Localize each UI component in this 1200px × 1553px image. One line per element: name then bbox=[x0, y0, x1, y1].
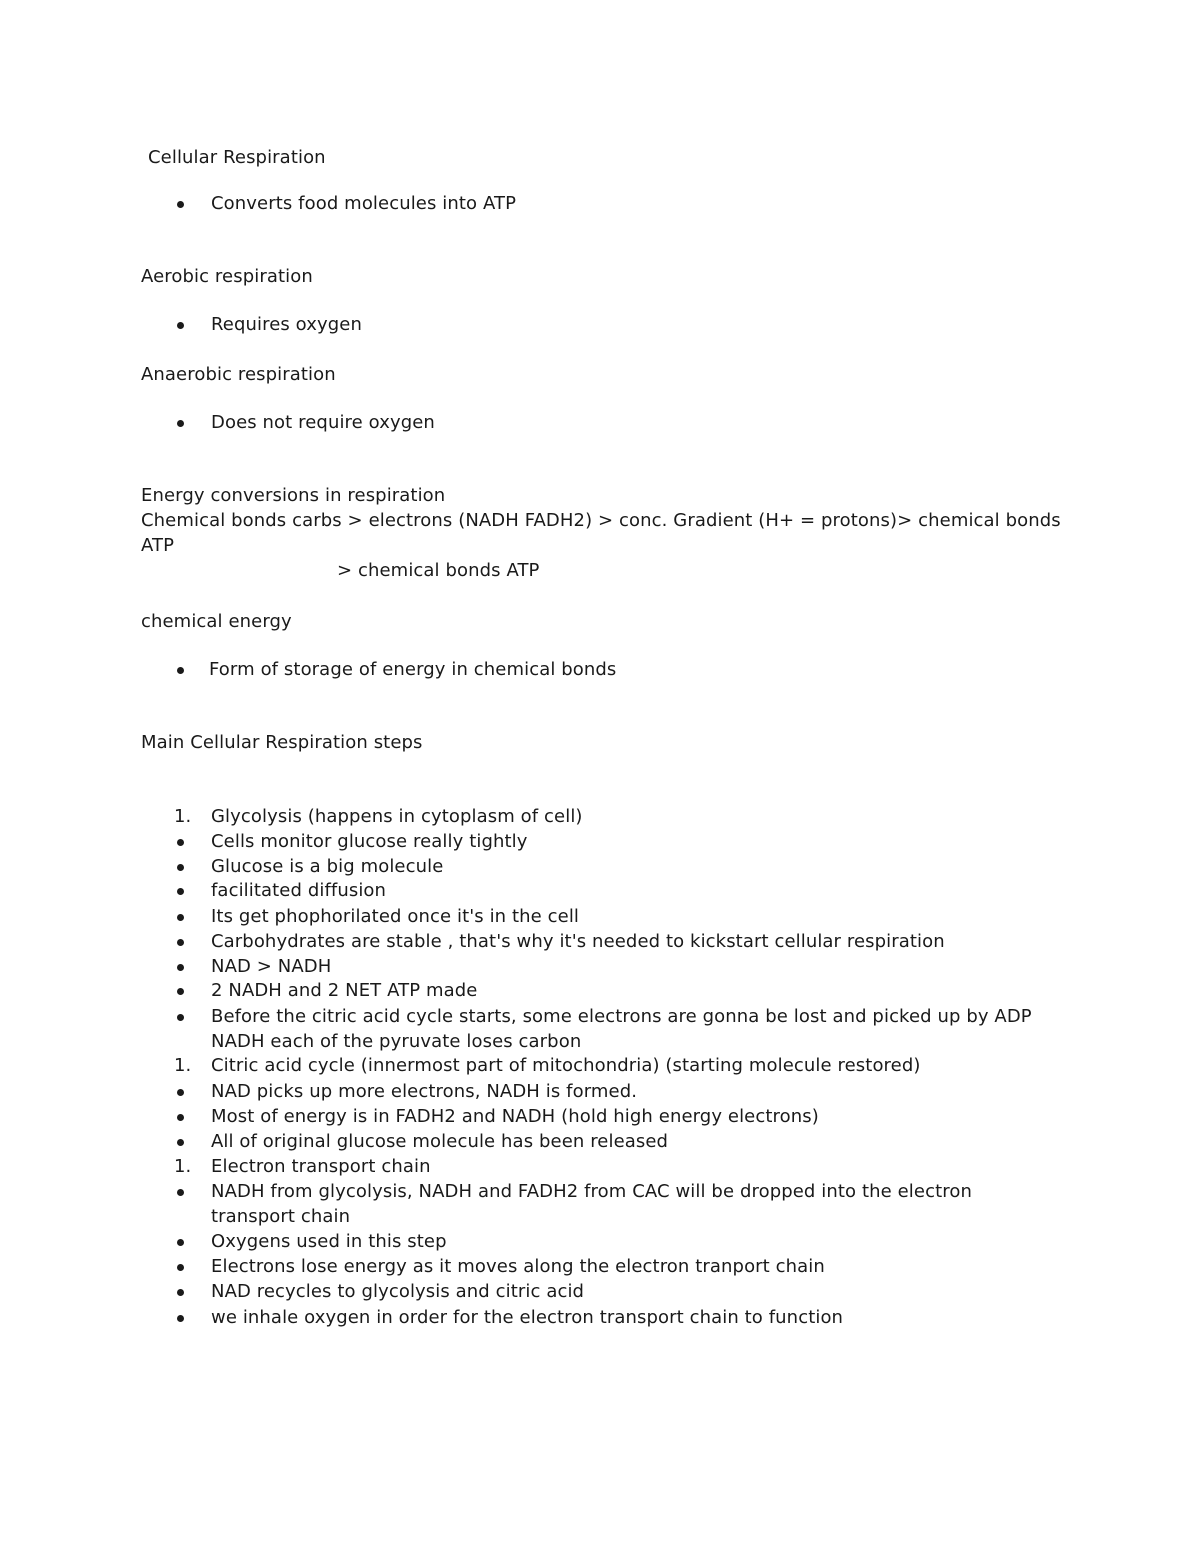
section-heading-energy: Energy conversions in respiration bbox=[141, 485, 446, 506]
bullet-dot bbox=[177, 964, 184, 971]
list-item: Does not require oxygen bbox=[211, 412, 435, 433]
page-title: Cellular Respiration bbox=[148, 147, 326, 168]
list-item: we inhale oxygen in order for the electron transport chain to function bbox=[211, 1307, 844, 1328]
list-item: NADH from glycolysis, NADH and FADH2 from CAC will be dropped into the electron bbox=[211, 1181, 972, 1202]
paragraph-line: ATP bbox=[141, 535, 175, 556]
bullet-dot bbox=[177, 1239, 184, 1246]
list-item: 2 NADH and 2 NET ATP made bbox=[211, 980, 478, 1001]
list-number: 1. bbox=[174, 1156, 192, 1177]
list-item: Form of storage of energy in chemical bonds bbox=[209, 659, 617, 680]
list-item: Most of energy is in FADH2 and NADH (hold high energy electrons) bbox=[211, 1106, 819, 1127]
list-item: All of original glucose molecule has been released bbox=[211, 1131, 669, 1152]
bullet-dot bbox=[177, 1139, 184, 1146]
bullet-dot bbox=[177, 1264, 184, 1271]
list-item: NAD > NADH bbox=[211, 956, 332, 977]
bullet-dot bbox=[177, 914, 184, 921]
step-label-glycolysis: Glycolysis (happens in cytoplasm of cell) bbox=[211, 806, 583, 827]
bullet-dot bbox=[177, 939, 184, 946]
bullet-dot bbox=[177, 864, 184, 871]
paragraph-line: Chemical bonds carbs > electrons (NADH FADH2) > conc. Gradient (H+ = protons)> chemical bonds bbox=[141, 510, 1061, 531]
paragraph-line: > chemical bonds ATP bbox=[337, 560, 540, 581]
bullet-dot bbox=[177, 988, 184, 995]
bullet-dot bbox=[177, 1014, 184, 1021]
bullet-dot bbox=[177, 839, 184, 846]
list-item: Electrons lose energy as it moves along the electron tranport chain bbox=[211, 1256, 825, 1277]
list-item: NAD recycles to glycolysis and citric acid bbox=[211, 1281, 585, 1302]
list-number: 1. bbox=[174, 1055, 192, 1076]
step-label-electron-transport-chain: Electron transport chain bbox=[211, 1156, 431, 1177]
bullet-dot bbox=[177, 667, 184, 674]
list-item: Converts food molecules into ATP bbox=[211, 193, 517, 214]
bullet-dot bbox=[177, 1189, 184, 1196]
list-item-continuation: NADH each of the pyruvate loses carbon bbox=[211, 1031, 582, 1052]
bullet-dot bbox=[177, 322, 184, 329]
section-heading-aerobic: Aerobic respiration bbox=[141, 266, 313, 287]
section-heading-steps: Main Cellular Respiration steps bbox=[141, 732, 423, 753]
list-item: Cells monitor glucose really tightly bbox=[211, 831, 528, 852]
list-item-continuation: transport chain bbox=[211, 1206, 351, 1227]
list-item: Glucose is a big molecule bbox=[211, 856, 444, 877]
bullet-dot bbox=[177, 420, 184, 427]
section-heading-chemical-energy: chemical energy bbox=[141, 611, 292, 632]
list-number: 1. bbox=[174, 806, 192, 827]
bullet-dot bbox=[177, 1114, 184, 1121]
list-item: Oxygens used in this step bbox=[211, 1231, 447, 1252]
bullet-dot bbox=[177, 201, 184, 208]
bullet-dot bbox=[177, 1089, 184, 1096]
bullet-dot bbox=[177, 888, 184, 895]
step-label-citric-acid-cycle: Citric acid cycle (innermost part of mitochondria) (starting molecule restored) bbox=[211, 1055, 921, 1076]
bullet-dot bbox=[177, 1289, 184, 1296]
list-item: Requires oxygen bbox=[211, 314, 362, 335]
section-heading-anaerobic: Anaerobic respiration bbox=[141, 364, 336, 385]
list-item: Before the citric acid cycle starts, some electrons are gonna be lost and picked up by ADP bbox=[211, 1006, 1032, 1027]
list-item: Carbohydrates are stable , that's why it's needed to kickstart cellular respiration bbox=[211, 931, 945, 952]
list-item: facilitated diffusion bbox=[211, 880, 387, 901]
list-item: NAD picks up more electrons, NADH is formed. bbox=[211, 1081, 638, 1102]
list-item: Its get phophorilated once it's in the cell bbox=[211, 906, 580, 927]
bullet-dot bbox=[177, 1315, 184, 1322]
